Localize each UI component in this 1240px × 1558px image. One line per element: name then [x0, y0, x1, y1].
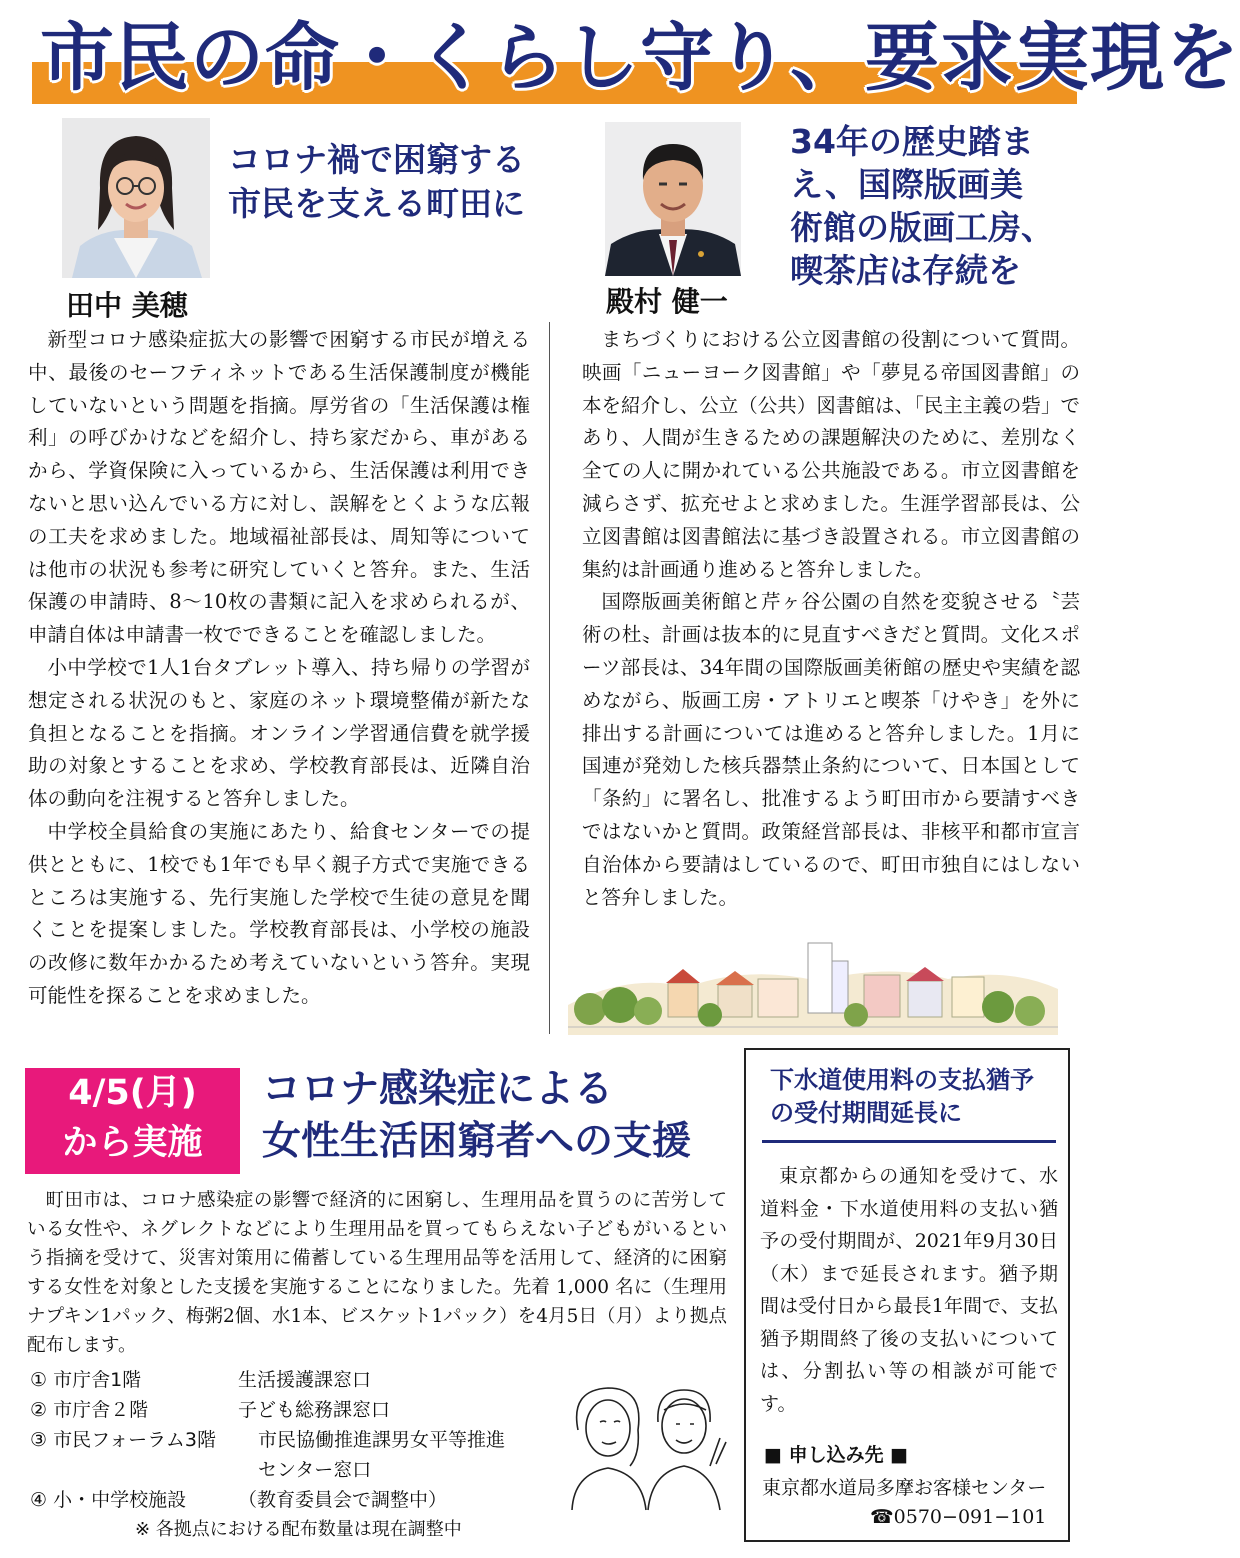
list-item: ② 市庁舎２階 子ども総務課窓口	[30, 1399, 391, 1421]
town-illustration	[568, 935, 1058, 1035]
list-item: ① 市庁舎1階 生活援護課窓口	[30, 1369, 372, 1391]
support-title: コロナ感染症による 女性生活困窮者への支援	[262, 1067, 692, 1164]
headline-tonomura: 34年の歴史踏ま え、国際版画美 術館の版画工房、 喫茶店は存続を	[790, 122, 1054, 290]
headline-tanaka: コロナ禍で困窮する 市民を支える町田に	[228, 140, 525, 223]
header-banner	[0, 0, 1240, 112]
member-name-tonomura: 殿村 健一	[606, 285, 728, 318]
sewer-fee-body: 東京都からの通知を受けて、水道料金・下水道使用料の支払い猶予の受付期間が、2021年9月30日（木）まで延長されます。猶予期間は受付日から最長1年間で、支払猶予期間終了後の支払いについては、分割払い等の相談が可能です。	[760, 1165, 1058, 1415]
sewer-fee-box	[744, 1048, 1070, 1542]
list-item: ④ 小・中学校施設 （教育委員会で調整中）	[30, 1489, 448, 1511]
support-body: 町田市は、コロナ感染症の影響で経済的に困窮し、生理用品を買うのに苦労している女性や、ネグレクトなどにより生理用品を買ってもらえない子どもがいるという指摘を受けて、災害対策用に備蓄している生理用品等を活用して、経済的に困窮する女性を対象とした支援を実施することになりました。先着 1,000 名に（生理用ナプキン1パック、梅粥2個、水1本、ビスケット1パック）を4月5日（月）より拠点配布します。	[27, 1190, 727, 1356]
sewer-fee-title: 下水道使用料の支払猶予 の受付期間延長に	[770, 1066, 1034, 1127]
paragraph: 国際版画美術館と芹ヶ谷公園の自然を変貌させる〝芸術の杜〟計画は抜本的に見直すべきだと質問。文化スポーツ部長は、34年間の国際版画美術館の歴史や実績を認めながら、版画工房・アトリエと喫茶「けやき」を外に排出する計画については進めると答弁しました。1月に国連が発効した核兵器禁止条約について、日本国として「条約」に署名し、批准するよう町田市から要請すべきではないかと質問。政策経営部長は、非核平和都市宣言自治体から要請はしているので、町田市独自にはしないと答弁しました。	[582, 590, 1080, 909]
portrait-tonomura	[605, 122, 741, 276]
title-rule	[762, 1140, 1056, 1143]
list-item: センター窓口	[258, 1459, 372, 1481]
women-illustration	[560, 1370, 730, 1510]
start-date-badge: 4/5(月) から実施	[25, 1068, 240, 1174]
apply-organization: 東京都水道局多摩お客様センター	[762, 1477, 1047, 1499]
article-tanaka	[28, 324, 530, 1013]
member-name-tanaka: 田中 美穂	[66, 289, 188, 322]
apply-phone: ☎0570−091−101	[870, 1506, 1047, 1528]
page-title: 市民の命・くらし守り、要求実現を	[40, 15, 1240, 101]
portrait-tanaka	[62, 118, 210, 278]
paragraph: 新型コロナ感染症拡大の影響で困窮する市民が増える中、最後のセーフティネットである生活保護制度が機能していないという問題を指摘。厚労省の「生活保護は権利」の呼びかけなどを紹介し、持ち家だから、車があるから、学資保険に入っているから、生活保護は利用できないと思い込んでいる方に対し、誤解をとくような広報の工夫を求めました。地域福祉部長は、周知等については他市の状況も参考に研究していくと答弁。また、生活保護の申請時、8〜10枚の書類に記入を求められるが、申請自体は申請書一枚でできることを確認しました。	[28, 328, 530, 647]
distribution-note: ※ 各拠点における配布数量は現在調整中	[135, 1519, 462, 1540]
distribution-location-list	[30, 1365, 570, 1515]
paragraph: 小中学校で1人1台タブレット導入、持ち帰りの学習が想定される状況のもと、家庭のネット環境整備が新たな負担となることを指摘。オンライン学習通信費を就学援助の対象とすることを求め、学校教育部長は、近隣自治体の動向を注視すると答弁しました。	[28, 655, 530, 811]
paragraph: まちづくりにおける公立図書館の役割について質問。映画「ニューヨーク図書館」や「夢見る帝国図書館」の本を紹介し、公立（公共）図書館は、「民主主義の砦」であり、人間が生きるための課題解決のために、差別なく全ての人に開かれている公共施設である。市立図書館を減らさず、拡充せよと求めました。生涯学習部長は、公立図書館は図書館法に基づき設置される。市立図書館の集約は計画通り進めると答弁しました。	[582, 328, 1080, 581]
column-divider	[549, 322, 550, 1034]
list-item: ③ 市民フォーラム3階 市民協働推進課男女平等推進	[30, 1429, 506, 1451]
paragraph: 中学校全員給食の実施にあたり、給食センターでの提供とともに、1校でも1年でも早く親子方式で実施できるところは実施する、先行実施した学校で生徒の意見を聞くことを提案しました。学校教育部長は、小学校の施設の改修に数年かかるため考えていないという答弁。実現可能性を探ることを求めました。	[28, 819, 530, 1007]
article-tonomura	[582, 324, 1080, 914]
apply-label: ■ 申し込み先 ■	[764, 1444, 909, 1466]
